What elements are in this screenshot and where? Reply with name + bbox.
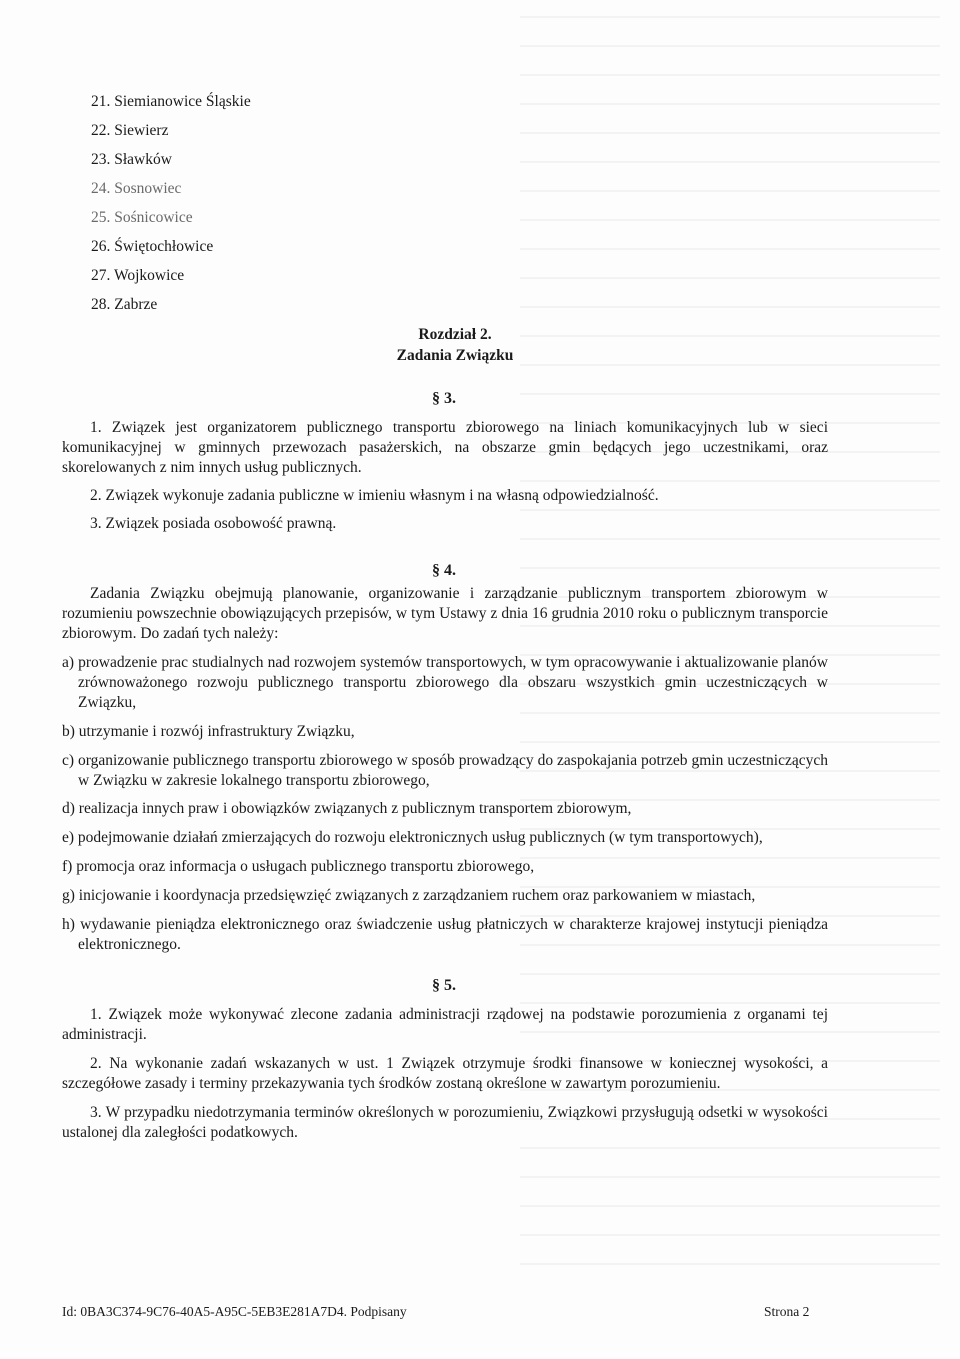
section-5-heading: § 5.: [432, 977, 456, 994]
section-5-paragraph-3: 3. W przypadku niedotrzymania terminów określonych w porozumieniu, Związkowi przysługują odsetki w wysokości ustalonej dla zaległości podatkowych.: [62, 1104, 828, 1141]
task-item-h: h) wydawanie pieniądza elektronicznego oraz świadczenie usług płatniczych w charakterze krajowej instytucji pieniądza elektronicznego.: [62, 916, 828, 953]
task-item-d: d) realizacja innych praw i obowiązków związanych z publicznym transportem zbiorowym,: [62, 800, 632, 817]
section-5-paragraph-1: 1. Związek może wykonywać zlecone zadania administracji rządowej na podstawie porozumienia z organami tej administracji.: [62, 1006, 828, 1043]
chapter-number: Rozdział 2.: [418, 326, 492, 343]
list-item: 27. Wojkowice: [91, 267, 185, 284]
member-list-continuation: [91, 92, 251, 324]
list-item: 26. Świętochłowice: [91, 238, 214, 255]
page-number: Strona 2: [764, 1304, 810, 1319]
section-3-paragraph-2: 2. Związek wykonuje zadania publiczne w imieniu własnym i na własną odpowiedzialność.: [90, 487, 659, 504]
task-item-c: c) organizowanie publicznego transportu zbiorowego w sposób prowadzący do zaspokajania potrzeb gmin uczestniczących w Związku w zakresie lokalnego transportu zbiorowego,: [62, 752, 828, 789]
task-item-e: e) podejmowanie działań zmierzających do rozwoju elektronicznych usług publicznych (w tym transportowych),: [62, 829, 763, 846]
section-3-paragraph-1: 1. Związek jest organizatorem publicznego transportu zbiorowego na liniach komunikacyjnych lub w sieci komunikacyjnej w gminnych przewozach pasażerskich, na obszarze gmin będących jego uczestnikami, oraz skorelowanych z nim innych usług publicznych.: [62, 419, 828, 476]
list-item: 21. Siemianowice Śląskie: [91, 93, 251, 110]
task-item-a: a) prowadzenie prac studialnych nad rozwojem systemów transportowych, w tym opracowywanie i aktualizowanie planów zrównoważonego rozwoju publicznego transportu zbiorowego dla obszaru wszystkich gmin uczestniczących w Związku,: [62, 654, 828, 711]
list-item: 25. Sośnicowice: [91, 209, 193, 226]
section-4-heading: § 4.: [432, 562, 456, 579]
task-item-g: g) inicjowanie i koordynacja przedsięwzięć związanych z zarządzaniem ruchem oraz parkowaniem w miastach,: [62, 887, 756, 904]
section-3-paragraph-3: 3. Związek posiada osobowość prawną.: [90, 515, 337, 532]
task-item-f: f) promocja oraz informacja o usługach publicznego transportu zbiorowego,: [62, 858, 535, 875]
task-item-b: b) utrzymanie i rozwój infrastruktury Związku,: [62, 723, 355, 740]
section-5-paragraph-2: 2. Na wykonanie zadań wskazanych w ust. 1 Związek otrzymuje środki finansowe w koniecznej wysokości, a szczegółowe zasady i terminy przekazywania tych środków zostaną określone w zawartym porozumieniu.: [62, 1055, 828, 1092]
section-3-heading: § 3.: [432, 390, 456, 407]
section-4-intro: Zadania Związku obejmują planowanie, organizowanie i zarządzanie publicznym transportem zbiorowym w rozumieniu powszechnie obowiązujących przepisów, w tym Ustawy z dnia 16 grudnia 2010 roku o publicznym transporcie zbiorowym. Do zadań tych należy:: [62, 585, 828, 642]
list-item: 23. Sławków: [91, 151, 172, 168]
list-item: 28. Zabrze: [91, 296, 158, 313]
list-item: 22. Siewierz: [91, 122, 169, 139]
chapter-title: Zadania Związku: [396, 347, 514, 364]
list-item: 24. Sosnowiec: [91, 180, 182, 197]
document-id-footer: Id: 0BA3C374-9C76-40A5-A95C-5EB3E281A7D4. Podpisany: [62, 1304, 407, 1319]
